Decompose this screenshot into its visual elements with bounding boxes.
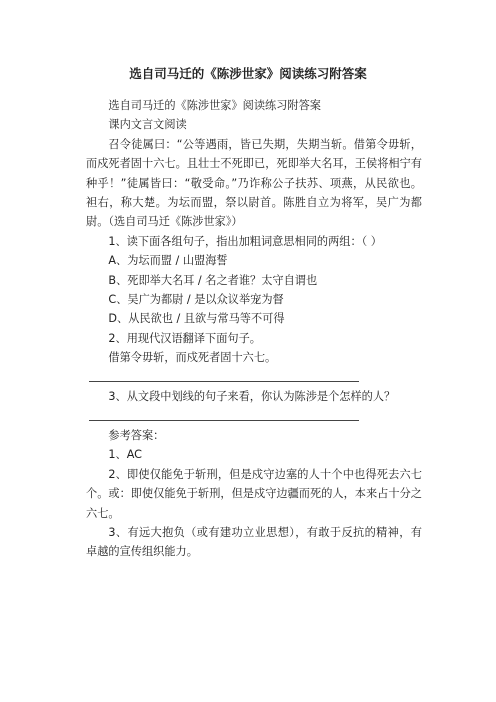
answer-2: 2、即使仅能免于斩刑，但是戍守边塞的人十个中也得死去六七个。或：即使仅能免于斩刑，但是戍守边疆而死的人，本来占十分之六七。	[86, 467, 422, 520]
answer-3: 3、有远大抱负（或有建功立业思想），有敢于反抗的精神，有卓越的宣传组织能力。	[86, 525, 422, 559]
question-2-sentence: 借第令毋斩，而戍死者固十六七。	[108, 351, 277, 365]
answer-heading: 参考答案：	[108, 428, 165, 442]
question-2: 2、用现代汉语翻译下面句子。	[108, 331, 261, 345]
question-1-option-c: C、吴广为都尉 / 是以众议举宠为督	[108, 293, 284, 307]
answer-1: 1、AC	[108, 448, 142, 462]
question-3: 3、从文段中划线的句子来看，你认为陈涉是个怎样的人？	[108, 390, 396, 404]
question-1-option-b: B、死即举大名耳 / 名之者谁？太守自谓也	[108, 273, 318, 287]
document-title: 选自司马迁的《陈涉世家》阅读练习附答案	[129, 66, 367, 81]
passage-text: 召令徒属曰：“公等遇雨，皆已失期，失期当斩。借第令毋斩，而戍死者固十六七。且壮士不死即已，死即举大名耳，王侯将相宁有种乎！”徒属皆曰：“敬受命。”乃诈称公子扶苏、项燕，从民欲也。袒右，称大楚。为坛而盟，祭以尉首。陈胜自立为将军，吴广为都尉。（选自司马迁《陈涉世家》）	[86, 137, 422, 229]
question-1: 1、读下面各组句子，指出加粗词意思相同的两组：（ ）	[108, 234, 382, 248]
question-1-option-a: A、为坛而盟 / 山盟海誓	[108, 254, 228, 268]
document-body	[86, 96, 422, 562]
section-heading: 课内文言文阅读	[108, 118, 187, 132]
answer-line-2	[86, 406, 422, 425]
subtitle: 选自司马迁的《陈涉世家》阅读练习附答案	[108, 99, 321, 112]
answer-line-1	[86, 368, 422, 387]
question-1-option-d: D、从民欲也 / 且欲与常马等不可得	[108, 312, 285, 326]
